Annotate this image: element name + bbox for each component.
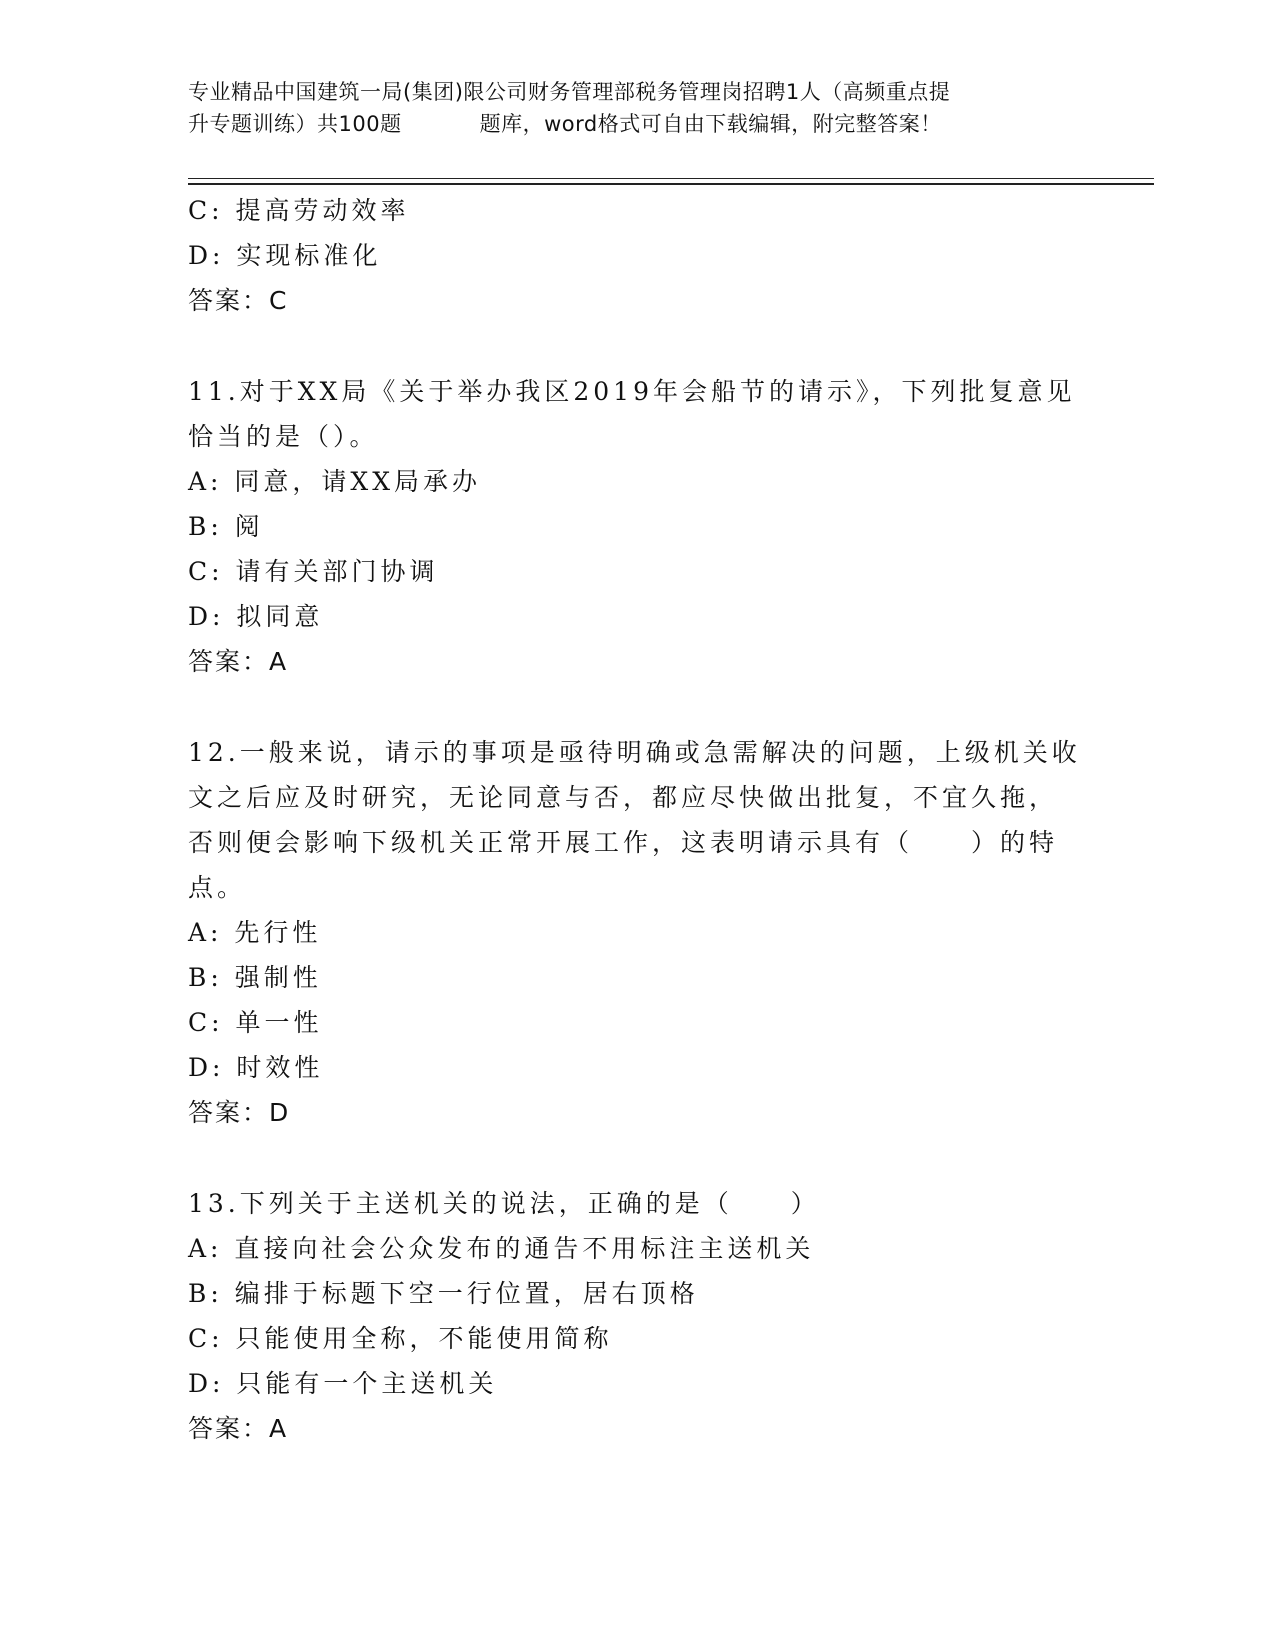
option-c: C: 请有关部门协调 — [188, 557, 439, 586]
question-stem-line: 11.对于XX局《关于举办我区2019年会船节的请示》，下列批复意见 — [188, 377, 1076, 406]
question-block-13 — [188, 1181, 1088, 1451]
header-line-1: 专业精品中国建筑一局(集团)限公司财务管理部税务管理岗招聘1人（高频重点提 — [188, 80, 951, 104]
answer-line: 答案：A — [188, 1414, 289, 1443]
question-stem-line: 恰当的是（）。 — [188, 422, 379, 451]
spacer — [188, 1135, 1088, 1181]
option-b: B: 编排于标题下空一行位置，居右顶格 — [188, 1279, 699, 1308]
option-c: C: 单一性 — [188, 1008, 323, 1037]
document-body — [188, 188, 1088, 1451]
question-stem-line: 12.一般来说，请示的事项是亟待明确或急需解决的问题，上级机关收 — [188, 738, 1081, 767]
option-d: D: 拟同意 — [188, 602, 324, 631]
option-b: B: 阅 — [188, 512, 264, 541]
option-b: B: 强制性 — [188, 963, 322, 992]
option-d: D: 时效性 — [188, 1053, 324, 1082]
header-divider-thick — [188, 183, 1154, 185]
header-divider-thin — [188, 178, 1154, 179]
header-line-2 — [188, 108, 1088, 140]
question-stem-line: 点。 — [188, 873, 247, 902]
page-header — [188, 76, 1088, 140]
question-block-11 — [188, 369, 1088, 684]
answer-line: 答案：A — [188, 647, 289, 676]
question-block-prev — [188, 188, 1088, 323]
question-stem-line: 13.下列关于主送机关的说法，正确的是（ ） — [188, 1189, 820, 1218]
spacer — [188, 684, 1088, 730]
option-a: A: 先行性 — [188, 918, 322, 947]
question-stem-line: 文之后应及时研究，无论同意与否，都应尽快做出批复，不宜久拖， — [188, 783, 1059, 812]
option-c: C: 提高劳动效率 — [188, 196, 410, 225]
question-block-12 — [188, 730, 1088, 1135]
option-a: A: 同意，请XX局承办 — [188, 467, 482, 496]
question-stem-line: 否则便会影响下级机关正常开展工作，这表明请示具有（ ）的特 — [188, 828, 1059, 857]
option-d: D: 实现标准化 — [188, 241, 382, 270]
option-a: A: 直接向社会公众发布的通告不用标注主送机关 — [188, 1234, 815, 1263]
answer-line: 答案：D — [188, 1098, 291, 1127]
header-line-2-right: 题库，word格式可自由下载编辑，附完整答案！ — [479, 112, 942, 136]
option-d: D: 只能有一个主送机关 — [188, 1369, 498, 1398]
answer-line: 答案：C — [188, 286, 289, 315]
option-c: C: 只能使用全称，不能使用简称 — [188, 1324, 613, 1353]
spacer — [188, 323, 1088, 369]
header-line-2-left: 升专题训练）共100题 — [188, 112, 402, 136]
